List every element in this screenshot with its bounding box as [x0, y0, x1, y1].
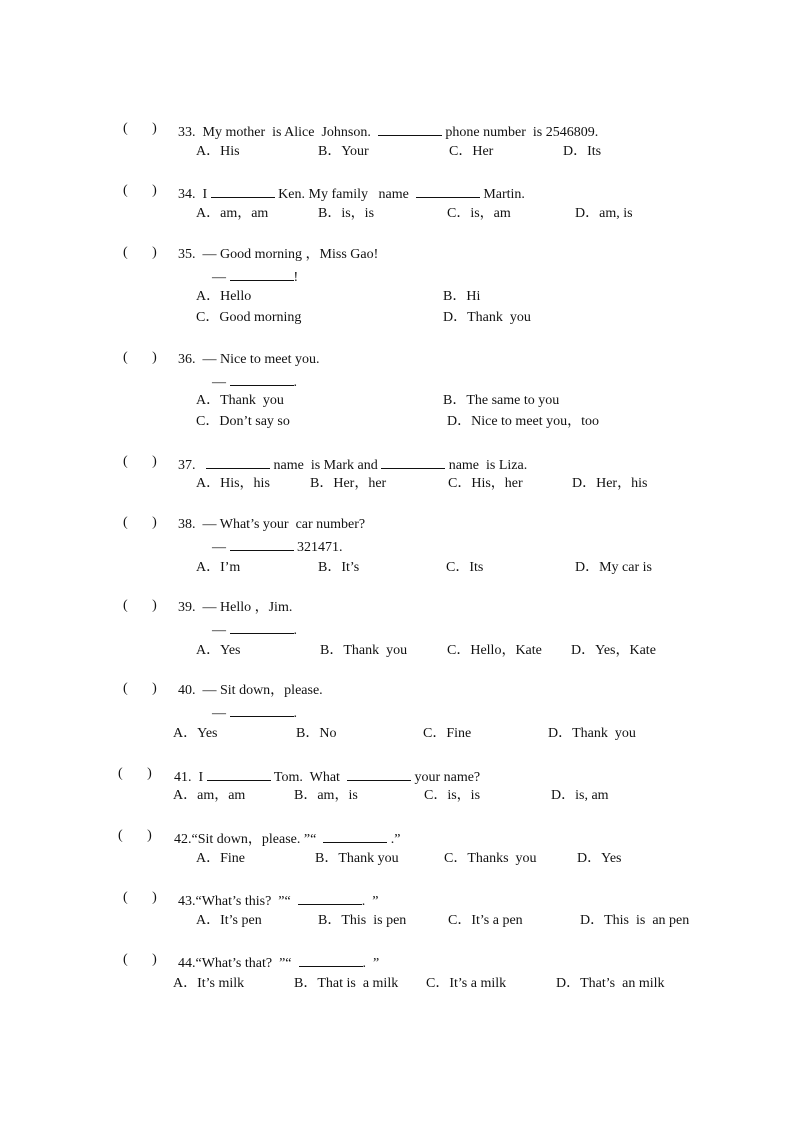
answer-parentheses[interactable]: ( )	[123, 121, 157, 136]
question-stem: 34. I Ken. My family name Martin.	[178, 184, 525, 204]
dialogue-response-line: — 321471.	[212, 537, 343, 557]
option-c: C．Her	[449, 144, 494, 159]
option-c: C．is，am	[447, 206, 511, 221]
answer-parentheses[interactable]: ( )	[123, 681, 157, 696]
answer-parentheses[interactable]: ( )	[123, 598, 157, 613]
option-a: A．It’s milk	[173, 976, 245, 991]
option-d: D．Thank you	[548, 726, 636, 741]
dialogue-response-line: — .	[212, 703, 297, 723]
option-b: B．It’s	[318, 560, 360, 575]
question-stem: 43.“What’s this? ”“ . ”	[178, 891, 378, 911]
option-d: D．Her，his	[572, 476, 648, 491]
question-stem: 36. — Nice to meet you.	[178, 352, 320, 367]
option-a: A．Yes	[196, 643, 241, 658]
question-stem: 33. My mother is Alice Johnson. phone number is 2546809.	[178, 122, 598, 142]
answer-blank	[230, 267, 294, 281]
option-c: C．Fine	[423, 726, 472, 741]
answer-blank	[230, 372, 294, 386]
question-stem: 37. name is Mark and name is Liza.	[178, 455, 527, 475]
answer-blank	[347, 767, 411, 781]
option-d: D．am, is	[575, 206, 633, 221]
option-c: C．It’s a pen	[448, 913, 523, 928]
option-d: D．Its	[563, 144, 602, 159]
option-a: A．Hello	[196, 289, 252, 304]
question-stem: 35. — Good morning ，Miss Gao!	[178, 247, 379, 262]
option-a: A．It’s pen	[196, 913, 262, 928]
question-stem: 40. — Sit down，please.	[178, 683, 323, 698]
dialogue-response-line: — !	[212, 267, 298, 287]
option-a: A．His	[196, 144, 240, 159]
option-a: A．am，am	[173, 788, 246, 803]
option-a: A．His，his	[196, 476, 270, 491]
option-b: B．This is pen	[318, 913, 407, 928]
option-d: D．My car is	[575, 560, 652, 575]
answer-parentheses[interactable]: ( )	[123, 454, 157, 469]
option-d: D．Yes	[577, 851, 622, 866]
answer-blank	[416, 184, 480, 198]
option-a: A．am，am	[196, 206, 269, 221]
option-b: B．The same to you	[443, 393, 560, 408]
answer-blank	[230, 537, 294, 551]
option-b: B．Thank you	[320, 643, 408, 658]
option-d: D．Yes，Kate	[571, 643, 656, 658]
option-b: B．That is a milk	[294, 976, 399, 991]
option-c: C．Don’t say so	[196, 414, 290, 429]
answer-blank	[299, 953, 363, 967]
option-d: D．Thank you	[443, 310, 531, 325]
option-c: C．His，her	[448, 476, 523, 491]
answer-parentheses[interactable]: ( )	[118, 828, 152, 843]
option-c: C．It’s a milk	[426, 976, 507, 991]
dialogue-response-line: — .	[212, 372, 297, 392]
option-a: A．I’m	[196, 560, 241, 575]
option-b: B．is，is	[318, 206, 375, 221]
question-stem: 38. — What’s your car number?	[178, 517, 366, 532]
option-b: B．am，is	[294, 788, 358, 803]
answer-parentheses[interactable]: ( )	[123, 890, 157, 905]
answer-parentheses[interactable]: ( )	[118, 766, 152, 781]
answer-parentheses[interactable]: ( )	[123, 183, 157, 198]
option-c: C．Its	[446, 560, 484, 575]
option-d: D．This is an pen	[580, 913, 690, 928]
option-a: A．Yes	[173, 726, 218, 741]
answer-blank	[378, 122, 442, 136]
option-a: A．Thank you	[196, 393, 284, 408]
option-c: C．Thanks you	[444, 851, 537, 866]
option-c: C．is，is	[424, 788, 481, 803]
option-b: B．Thank you	[315, 851, 399, 866]
answer-blank	[230, 703, 294, 717]
answer-blank	[323, 829, 387, 843]
question-stem: 39. — Hello ，Jim.	[178, 600, 293, 615]
answer-blank	[381, 455, 445, 469]
option-d: D．Nice to meet you，too	[447, 414, 600, 429]
question-stem: 41. I Tom. What your name?	[174, 767, 480, 787]
answer-blank	[207, 767, 271, 781]
option-c: C．Good morning	[196, 310, 302, 325]
question-stem: 44.“What’s that? ”“ . ”	[178, 953, 379, 973]
option-b: B．No	[296, 726, 337, 741]
option-b: B．Your	[318, 144, 369, 159]
option-b: B．Her，her	[310, 476, 387, 491]
answer-parentheses[interactable]: ( )	[123, 515, 157, 530]
option-c: C．Hello，Kate	[447, 643, 542, 658]
option-d: D．That’s an milk	[556, 976, 665, 991]
question-stem: 42.“Sit down，please. ”“ .”	[174, 829, 401, 849]
answer-blank	[298, 891, 362, 905]
answer-blank	[206, 455, 270, 469]
answer-parentheses[interactable]: ( )	[123, 952, 157, 967]
option-d: D．is, am	[551, 788, 609, 803]
option-b: B．Hi	[443, 289, 481, 304]
dialogue-response-line: — .	[212, 620, 297, 640]
answer-blank	[230, 620, 294, 634]
answer-parentheses[interactable]: ( )	[123, 245, 157, 260]
answer-blank	[211, 184, 275, 198]
option-a: A．Fine	[196, 851, 245, 866]
answer-parentheses[interactable]: ( )	[123, 350, 157, 365]
